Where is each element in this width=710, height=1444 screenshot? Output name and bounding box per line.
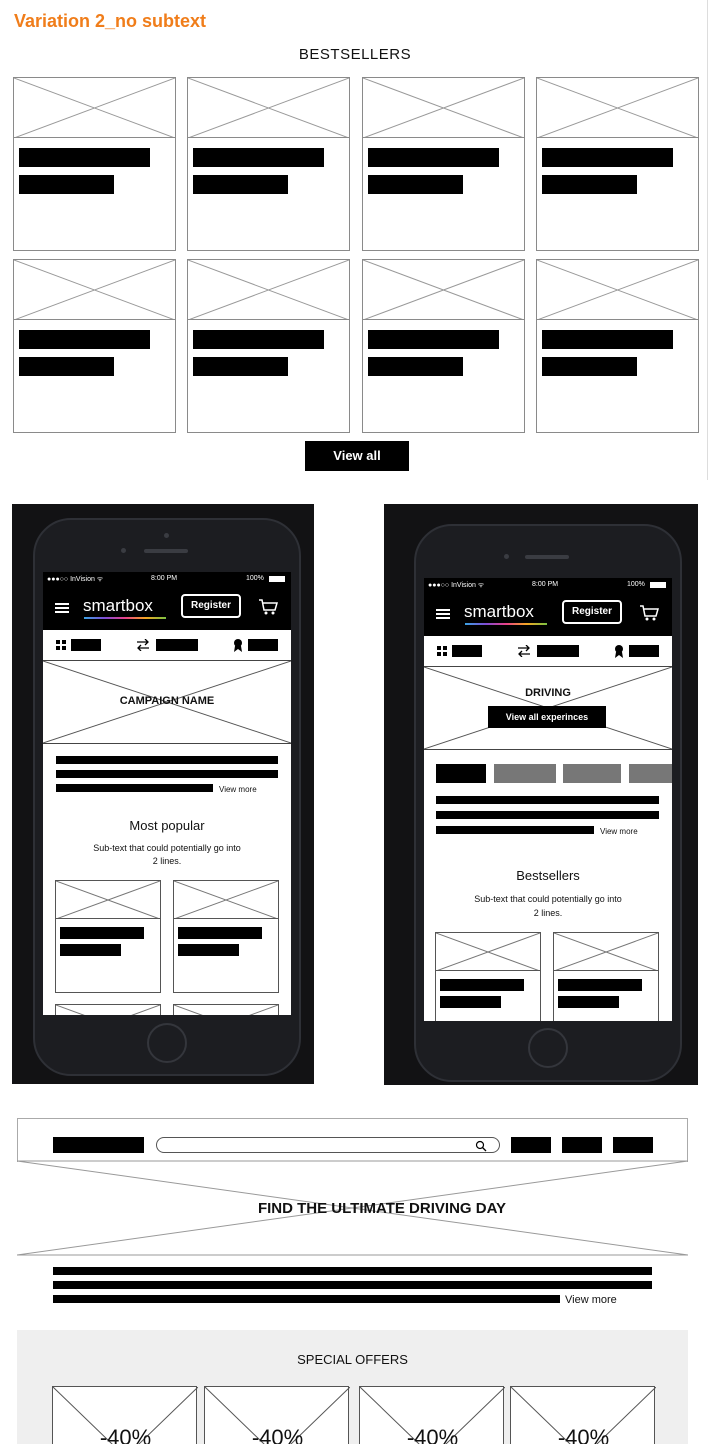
intro-text-line xyxy=(436,826,594,834)
app-header xyxy=(43,586,291,630)
image-placeholder-icon xyxy=(188,260,349,320)
image-placeholder-icon xyxy=(554,933,658,971)
image-placeholder-icon xyxy=(14,78,175,138)
product-card[interactable] xyxy=(55,1004,161,1015)
register-button[interactable]: Register xyxy=(562,600,622,624)
hero-title: DRIVING xyxy=(525,687,571,699)
card-title-bar xyxy=(542,330,673,349)
card-price-bar xyxy=(60,944,121,956)
grid-icon xyxy=(437,646,447,656)
product-card[interactable] xyxy=(362,259,525,433)
section-subtext: Sub-text that could potentially go into xyxy=(474,894,622,904)
offer-card[interactable] xyxy=(510,1386,655,1444)
product-card[interactable] xyxy=(435,932,541,1021)
card-price-bar xyxy=(542,175,637,194)
product-card[interactable] xyxy=(173,880,279,993)
card-price-bar xyxy=(368,357,463,376)
special-offers-heading: SPECIAL OFFERS xyxy=(297,1352,408,1367)
front-camera xyxy=(164,533,169,538)
nav-item-bar[interactable] xyxy=(511,1137,551,1153)
image-placeholder-icon xyxy=(188,78,349,138)
card-title-bar xyxy=(558,979,642,991)
filter-tab-active[interactable] xyxy=(436,764,486,783)
speaker-grille xyxy=(525,555,569,559)
hamburger-menu-icon[interactable] xyxy=(436,609,450,619)
product-card[interactable] xyxy=(55,880,161,993)
battery-icon xyxy=(269,576,285,582)
variation-title: Variation 2_no subtext xyxy=(14,11,207,31)
status-battery: 100% xyxy=(246,575,264,582)
filter-tab[interactable] xyxy=(494,764,556,783)
intro-text-line xyxy=(436,796,659,804)
desktop-logo-bar[interactable] xyxy=(53,1137,144,1153)
exchange-icon xyxy=(136,639,150,651)
card-title-bar xyxy=(178,927,262,939)
image-placeholder-icon xyxy=(363,260,524,320)
image-placeholder-icon xyxy=(363,78,524,138)
phone-screen xyxy=(43,572,291,1015)
desktop-intro-line xyxy=(53,1281,652,1289)
intro-text-line xyxy=(56,770,278,778)
card-title-bar xyxy=(193,148,324,167)
image-placeholder-icon xyxy=(537,260,698,320)
product-card[interactable] xyxy=(536,77,699,251)
search-input[interactable] xyxy=(156,1137,500,1153)
product-card[interactable] xyxy=(187,259,350,433)
image-placeholder-icon xyxy=(436,933,540,971)
offer-card[interactable] xyxy=(52,1386,197,1444)
intro-text-line xyxy=(56,756,278,764)
card-price-bar xyxy=(193,175,288,194)
card-title-bar xyxy=(60,927,144,939)
speaker-grille xyxy=(144,549,188,553)
status-time: 8:00 PM xyxy=(532,581,559,588)
bestsellers-heading: BESTSELLERS xyxy=(298,46,412,63)
offer-card[interactable] xyxy=(359,1386,504,1444)
desktop-wireframe xyxy=(0,1110,710,1444)
usp-text-bar xyxy=(156,639,198,651)
desktop-intro-line xyxy=(53,1295,560,1303)
battery-icon xyxy=(650,582,666,588)
offer-discount: -40% xyxy=(251,1425,304,1444)
offer-discount: -40% xyxy=(406,1425,459,1444)
card-price-bar xyxy=(368,175,463,194)
product-card[interactable] xyxy=(362,77,525,251)
campaign-banner[interactable] xyxy=(43,660,291,744)
view-more-link[interactable]: View more xyxy=(219,785,257,794)
filter-tab[interactable] xyxy=(629,764,672,783)
desktop-hero-title: FIND THE ULTIMATE DRIVING DAY xyxy=(257,1200,507,1217)
image-placeholder-icon xyxy=(537,78,698,138)
card-price-bar xyxy=(178,944,239,956)
app-header xyxy=(424,592,672,636)
image-placeholder-icon xyxy=(174,881,278,919)
hamburger-menu-icon[interactable] xyxy=(55,603,69,613)
desktop-intro-line xyxy=(53,1267,652,1275)
offer-card[interactable] xyxy=(204,1386,349,1444)
section-title: Bestsellers xyxy=(516,868,580,883)
section-subtext: 2 lines. xyxy=(152,856,182,866)
usp-text-bar xyxy=(248,639,278,651)
campaign-title: CAMPAIGN NAME xyxy=(119,695,215,707)
card-title-bar xyxy=(193,330,324,349)
card-price-bar xyxy=(19,357,114,376)
phone-screen xyxy=(424,578,672,1021)
product-card[interactable] xyxy=(13,259,176,433)
card-title-bar xyxy=(542,148,673,167)
intro-text-line xyxy=(436,811,659,819)
intro-text-line xyxy=(56,784,213,792)
usp-text-bar xyxy=(452,645,482,657)
image-placeholder-icon xyxy=(56,1005,160,1015)
award-icon xyxy=(232,638,244,652)
cart-icon[interactable] xyxy=(639,604,659,622)
cart-icon[interactable] xyxy=(258,598,278,616)
card-price-bar xyxy=(440,996,501,1008)
product-card[interactable] xyxy=(13,77,176,251)
frame-right-border xyxy=(707,0,708,480)
phone-left-mockup xyxy=(12,504,314,1084)
offer-discount: -40% xyxy=(557,1425,610,1444)
image-placeholder-icon xyxy=(56,881,160,919)
usp-text-bar xyxy=(537,645,579,657)
usp-bar xyxy=(43,630,291,660)
grid-icon xyxy=(56,640,66,650)
card-title-bar xyxy=(368,330,499,349)
status-bar xyxy=(43,572,291,586)
search-icon[interactable] xyxy=(475,1140,487,1152)
card-title-bar xyxy=(19,148,150,167)
product-card[interactable] xyxy=(536,259,699,433)
offer-discount: -40% xyxy=(99,1425,152,1444)
special-offers-section xyxy=(17,1330,688,1444)
proximity-sensor xyxy=(504,554,509,559)
usp-text-bar xyxy=(629,645,659,657)
award-icon xyxy=(613,644,625,658)
brand-logo-stripe xyxy=(84,617,166,619)
product-card[interactable] xyxy=(173,1004,279,1015)
card-price-bar xyxy=(542,357,637,376)
nav-item-bar[interactable] xyxy=(562,1137,602,1153)
card-price-bar xyxy=(19,175,114,194)
status-battery: 100% xyxy=(627,581,645,588)
proximity-sensor xyxy=(121,548,126,553)
home-button[interactable] xyxy=(528,1028,568,1068)
section-subtext: Sub-text that could potentially go into xyxy=(93,843,241,853)
card-price-bar xyxy=(193,357,288,376)
phone-right-mockup xyxy=(384,504,698,1085)
brand-logo-stripe xyxy=(465,623,547,625)
view-more-link[interactable]: View more xyxy=(600,827,638,836)
register-button[interactable]: Register xyxy=(181,594,241,618)
home-button[interactable] xyxy=(147,1023,187,1063)
product-card[interactable] xyxy=(187,77,350,251)
desktop-hero-banner[interactable] xyxy=(17,1160,688,1256)
product-card[interactable] xyxy=(553,932,659,1021)
section-title: Most popular xyxy=(129,818,205,833)
card-title-bar xyxy=(19,330,150,349)
view-all-button[interactable]: View all xyxy=(305,441,409,471)
desktop-header xyxy=(17,1118,688,1162)
status-time: 8:00 PM xyxy=(151,575,178,582)
brand-logo[interactable]: smartbox xyxy=(83,596,153,615)
view-all-experiences-button[interactable]: View all experinces xyxy=(488,706,606,728)
status-carrier: ●●●○○ InVision ᯤ xyxy=(428,582,485,589)
filter-tab[interactable] xyxy=(563,764,621,783)
usp-bar xyxy=(424,636,672,666)
card-price-bar xyxy=(558,996,619,1008)
image-placeholder-icon xyxy=(14,260,175,320)
image-placeholder-icon xyxy=(174,1005,278,1015)
section-subtext: 2 lines. xyxy=(533,908,563,918)
card-title-bar xyxy=(368,148,499,167)
card-title-bar xyxy=(440,979,524,991)
exchange-icon xyxy=(517,645,531,657)
brand-logo[interactable]: smartbox xyxy=(464,602,534,621)
nav-item-bar[interactable] xyxy=(613,1137,653,1153)
usp-text-bar xyxy=(71,639,101,651)
status-carrier: ●●●○○ InVision ᯤ xyxy=(47,576,104,583)
desktop-view-more-link[interactable]: View more xyxy=(565,1294,617,1306)
status-bar xyxy=(424,578,672,592)
hero-banner xyxy=(424,666,672,750)
